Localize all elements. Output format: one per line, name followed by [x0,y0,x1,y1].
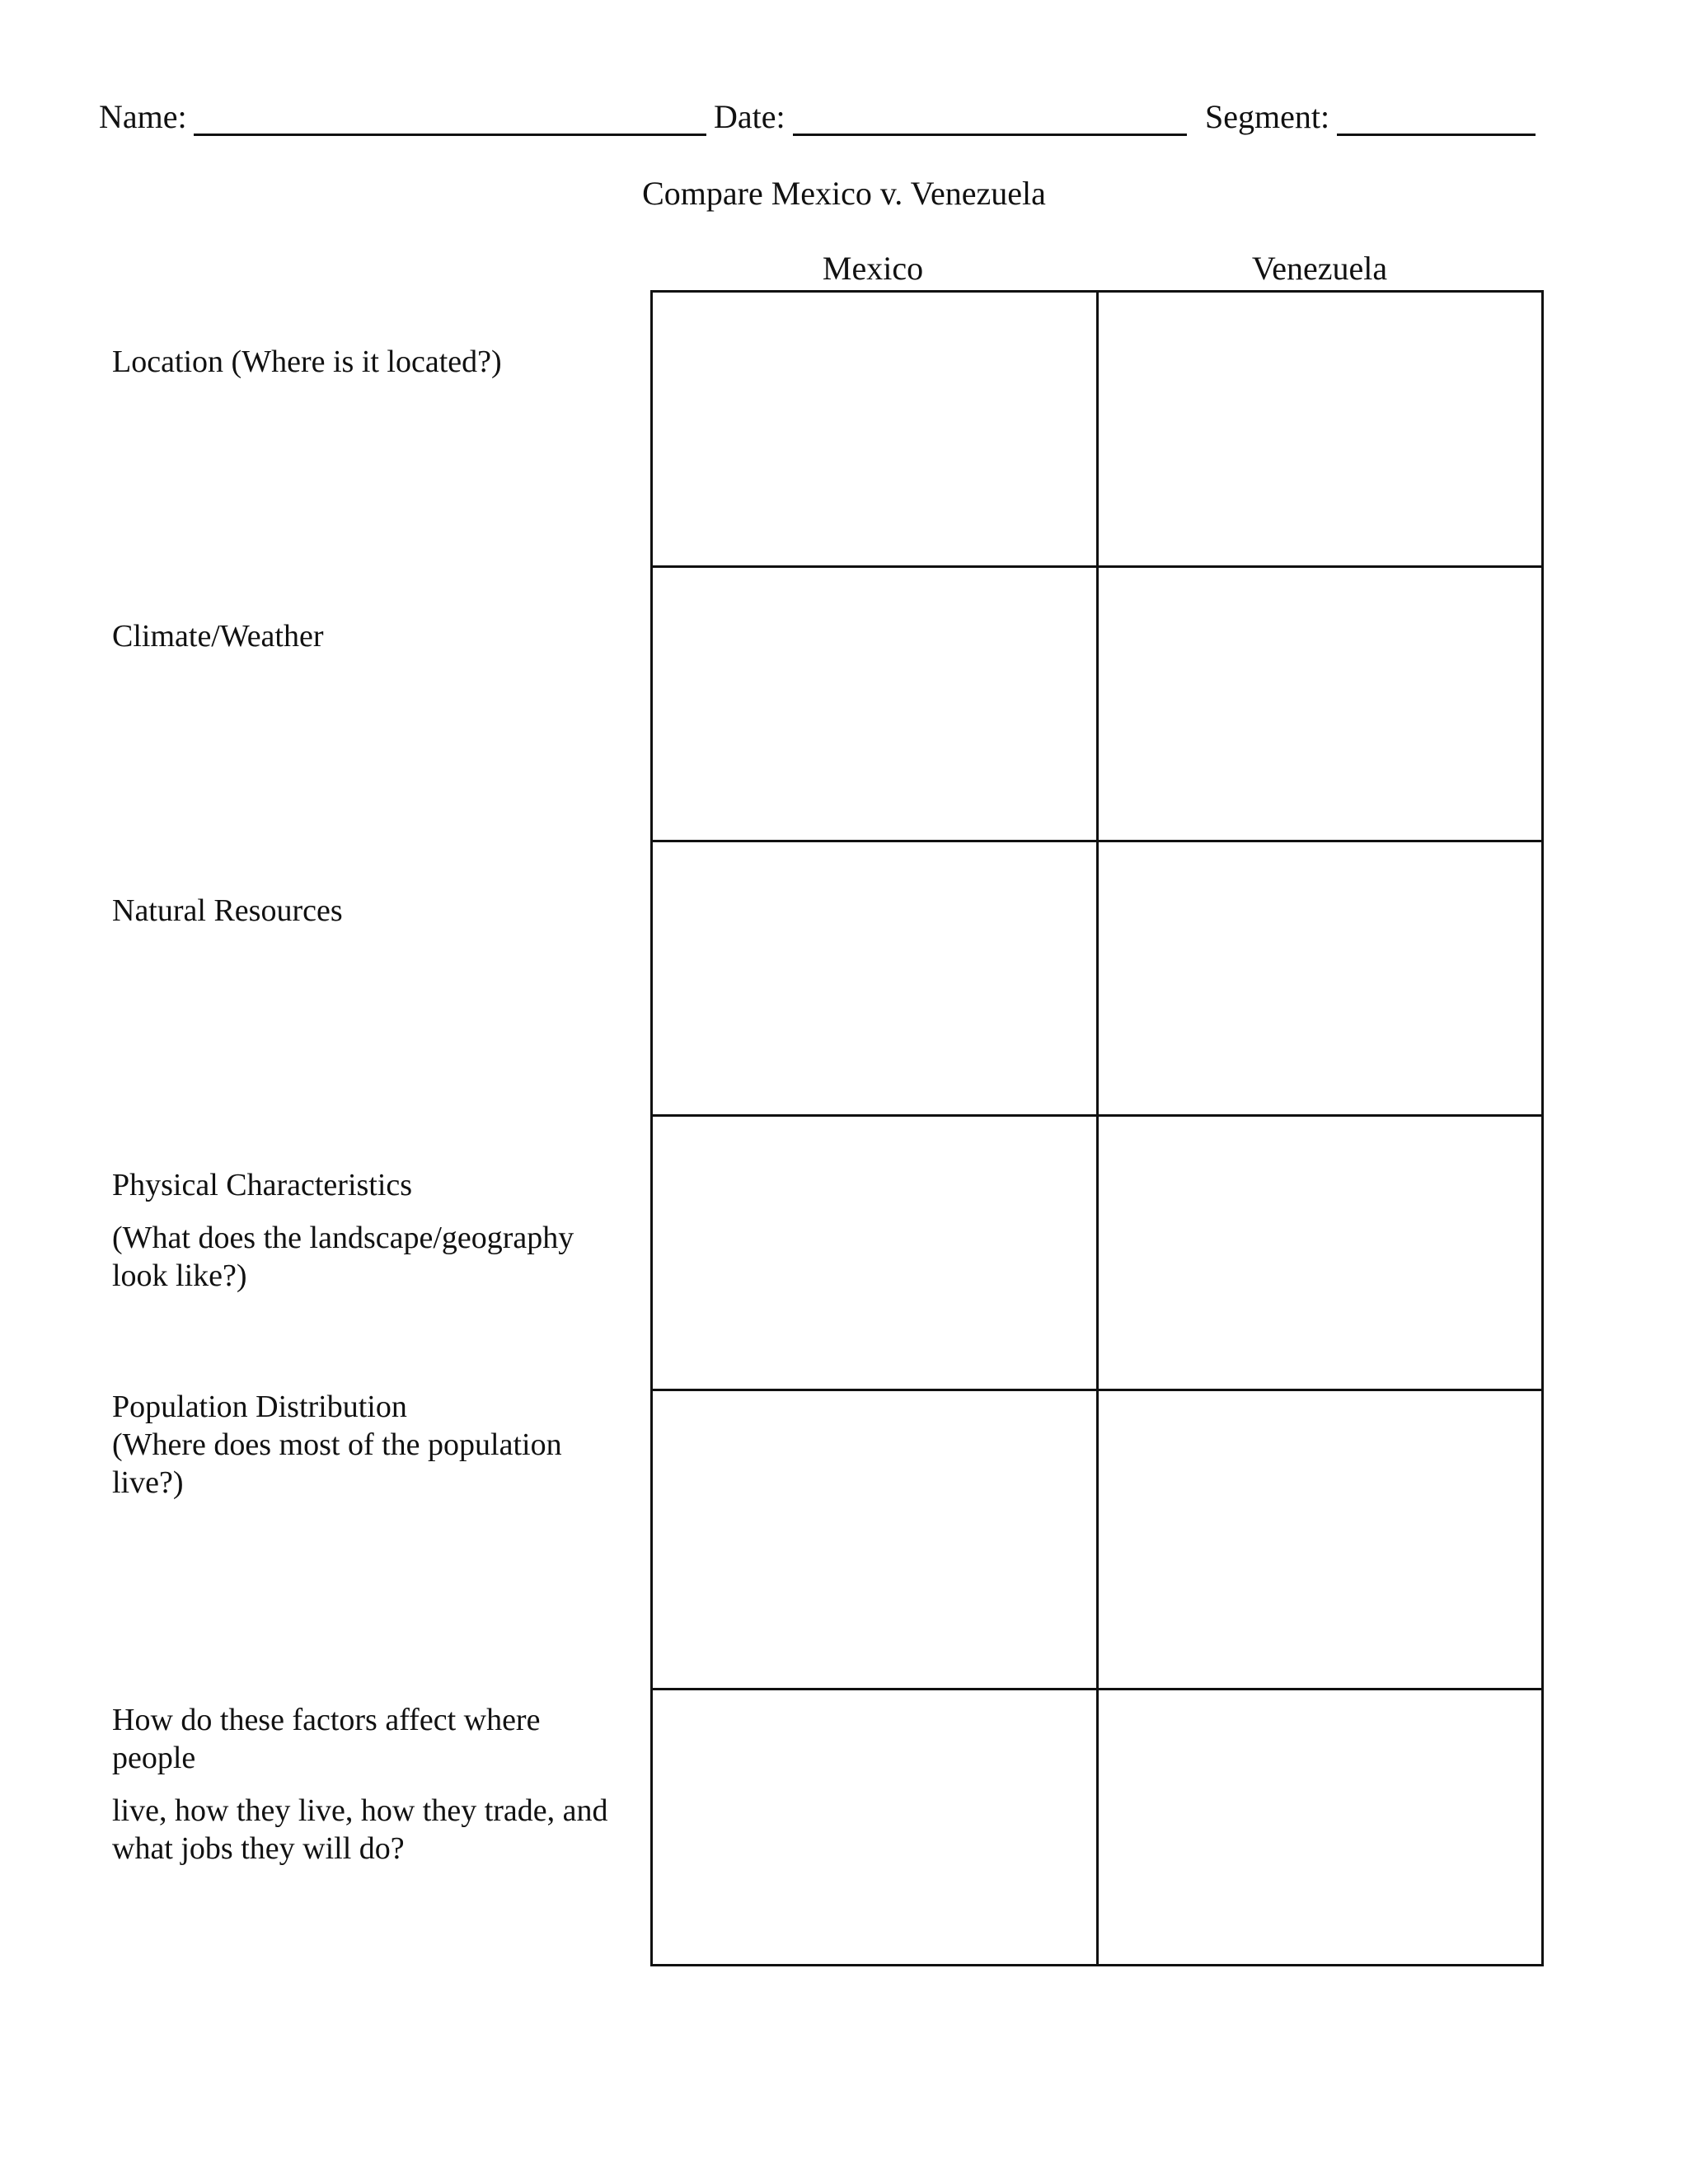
row-label-subtext: what jobs they will do? [112,1831,405,1866]
cell-climate-venezuela[interactable] [1099,568,1541,840]
date-field[interactable] [793,134,1187,136]
header-row [0,92,1688,142]
row-label-text: Location (Where is it located?) [112,344,502,379]
row-label-subtext: look like?) [112,1258,247,1293]
row-label-text: Natural Resources [112,893,343,928]
column-header-venezuela: Venezuela [1251,250,1388,287]
column-header-mexico: Mexico [822,250,924,287]
row-label-subtext: live, how they live, how they trade, and [112,1793,608,1828]
cell-physical-mexico[interactable] [653,1117,1096,1389]
row-label-text: Climate/Weather [112,619,324,654]
row-label-physical [112,1166,648,1295]
row-label-subtext: live?) [112,1465,184,1500]
row-label-resources [112,892,648,930]
date-label: Date: [714,98,785,135]
cell-population-mexico[interactable] [653,1391,1096,1688]
row-label-text: Physical Characteristics [112,1168,413,1202]
row-label-subtext: (Where does most of the population [112,1427,562,1462]
name-label: Name: [99,98,187,135]
cell-factors-venezuela[interactable] [1099,1690,1541,1964]
cell-population-venezuela[interactable] [1099,1391,1541,1688]
cell-physical-venezuela[interactable] [1099,1117,1541,1389]
row-label-factors [112,1701,648,1868]
cell-climate-mexico[interactable] [653,568,1096,840]
row-label-text: people [112,1741,196,1775]
row-label-location [112,343,648,381]
segment-field[interactable] [1337,134,1536,136]
cell-factors-mexico[interactable] [653,1690,1096,1964]
segment-label: Segment: [1205,98,1330,135]
cell-resources-venezuela[interactable] [1099,842,1541,1114]
worksheet-title: Compare Mexico v. Venezuela [642,175,1046,212]
cell-location-mexico[interactable] [653,293,1096,565]
cell-resources-mexico[interactable] [653,842,1096,1114]
cell-location-venezuela[interactable] [1099,293,1541,565]
row-label-population [112,1388,648,1502]
name-field[interactable] [194,134,706,136]
row-label-text: How do these factors affect where [112,1703,541,1737]
row-label-text: Population Distribution [112,1390,407,1424]
row-label-climate [112,617,648,655]
comparison-table [650,290,1544,1966]
row-label-subtext: (What does the landscape/geography [112,1221,574,1255]
